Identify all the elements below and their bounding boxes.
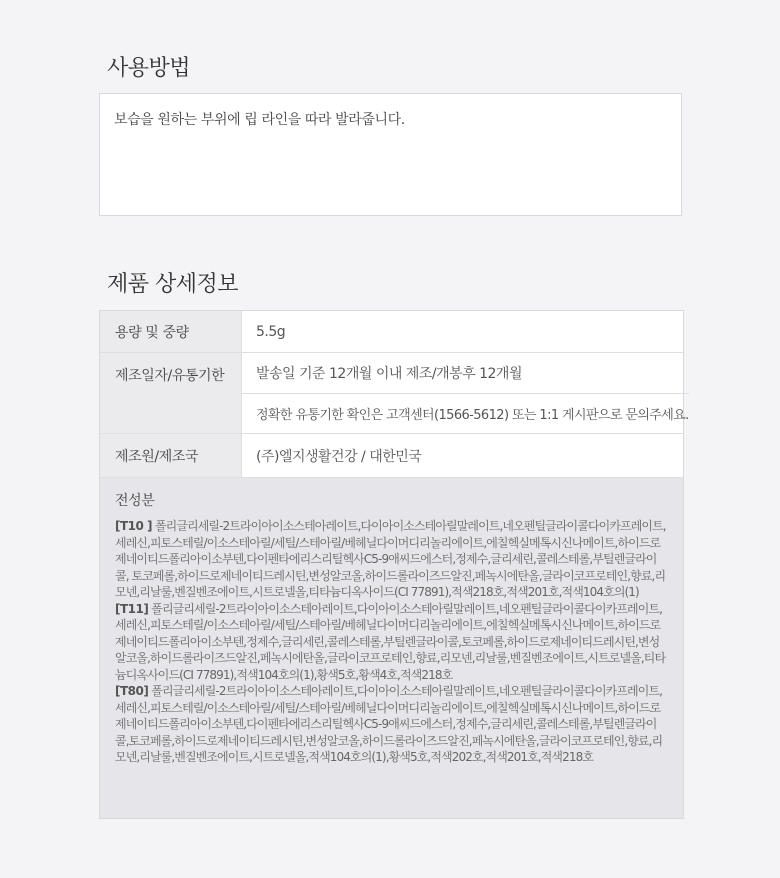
ingredient-block-t80 <box>115 683 669 766</box>
ingredient-code: [T80] <box>115 684 149 698</box>
expiry-row <box>100 353 689 434</box>
usage-description-text: 보습을 원하는 부위에 립 라인을 따라 발라줍니다. <box>114 112 405 128</box>
product-detail-table <box>99 310 689 819</box>
capacity-value: 5.5g <box>256 323 286 340</box>
manufacturer-row <box>100 434 683 478</box>
expiry-value: 발송일 기준 12개월 이내 제조/개봉후 12개월 <box>256 366 522 382</box>
manufacturer-label: 제조원/제조국 <box>100 434 242 477</box>
usage-section-title: 사용방법 <box>107 56 191 81</box>
ingredient-code: [T10 ] <box>115 519 153 533</box>
capacity-row <box>100 311 683 353</box>
ingredients-panel <box>100 478 683 818</box>
ingredient-block-t10 <box>115 518 669 601</box>
usage-description-box <box>99 93 682 216</box>
ingredient-text: 폴리글리세릴-2트라이아이소스테아레이트,다이아이소스테아릴말레이트,네오펜틸글라이콜다이카프레이트,세레신,피토스테릴/이소스테아릴/세틸/스테아릴/베헤닐다이머디리놀리에이트,에칠헥실메톡시신나메이트,하이드로제네이티드폴리아이소부텐,정제수,글리세린,콜레스테롤,부틸렌글라이콜,토코페롤,하이드로제네이티드레시틴,변성알코올,하이드롤라이즈드알진,페녹시에탄올,글라이코프로테인,향료,리모넨,리날룰,벤질벤조에이트,시트로넬올,티타늄디옥사이드(CI 77891),적색104호의(1),황색5호,황색4호,적색218호 <box>115 601 666 682</box>
expiry-note: 정확한 유통기한 확인은 고객센터(1566-5612) 또는 1:1 게시판으로 문의주세요. <box>242 393 689 433</box>
ingredients-title: 전성분 <box>115 493 155 509</box>
capacity-label: 용량 및 중량 <box>100 311 242 352</box>
ingredients-row <box>100 478 683 818</box>
ingredient-code: [T11] <box>115 601 149 616</box>
ingredient-text: 폴리글리세릴-2트라이아이소스테아레이트,다이아이소스테아릴말레이트,네오펜틸글라이콜다이카프레이트,세레신,피토스테릴/이소스테아릴/세틸/스테아릴/베헤닐다이머디리놀리에이트,에칠헥실메톡시신나메이트,하이드로제네이티드폴리아이소부텐,다이펜타에리스리틸헥사C5-9애씨드에스터,정제수,글리세린,콜레스테롤,부틸렌글라이콜,토코페롤,하이드로제네이티드레시틴,변성알코올,하이드롤라이즈드알진,페녹시에탄올,글라이코프로테인,향료,리모넨,리날룰,벤질벤조에이트,시트로넬올,적색104호의(1),황색5호,적색202호,적색201호,적색218호 <box>115 684 663 764</box>
product-detail-title: 제품 상세정보 <box>107 272 239 297</box>
expiry-label: 제조일자/유통기한 <box>100 353 242 433</box>
manufacturer-value: (주)엘지생활건강 / 대한민국 <box>256 448 422 465</box>
ingredient-block-t11 <box>115 601 669 684</box>
ingredient-text: 폴리글리세릴-2트라이아이소스테아레이트,다이아이소스테아릴말레이트,네오펜틸글라이콜다이카프레이트,세레신,피토스테릴/이소스테아릴/세틸/스테아릴/베헤닐다이머디리놀리에이트,에칠헥실메톡시신나메이트,하이드로제네이티드폴리아이소부텐,다이펜타에리스리틸헥사C5-9애씨드에스터,정제수,글리세린,콜레스테롤,부틸렌글라이콜, 토코페롤,하이드로제네이티드레시틴,변성알코올,하이드롤라이즈드알진,페녹시에탄올,글라이코프로테인,향료,리모넨,리날룰,벤질벤조에이트,시트로넬올,티타늄디옥사이드(CI 77891),적색218호,적색201호,적색104호의(1) <box>115 519 666 599</box>
